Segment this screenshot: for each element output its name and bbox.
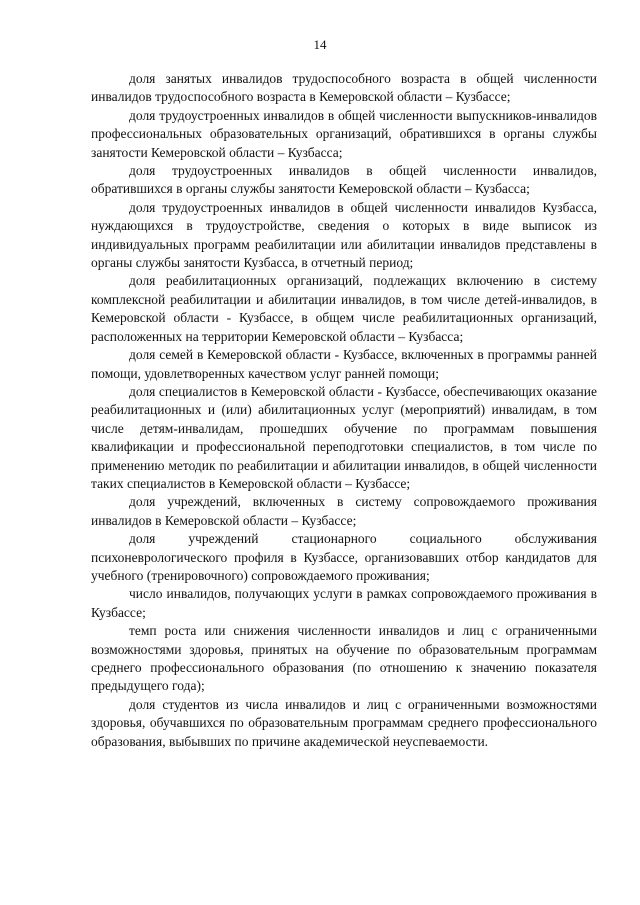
indicator-paragraph: доля студентов из числа инвалидов и лиц с ограниченными возможностями здоровья, обучавшихся по образовательным программам среднего профессионального образования, выбывших по причине академической неуспеваемости. xyxy=(91,696,597,749)
indicator-paragraph: доля учреждений стационарного социального обслуживания психоневрологического профиля в Кузбассе, организовавших отбор кандидатов для учебного (тренировочного) сопровождаемого проживания; xyxy=(91,531,597,583)
indicator-paragraph: доля трудоустроенных инвалидов в общей численности инвалидов, обратившихся в органы службы занятости Кемеровской области – Кузбасса; xyxy=(91,163,597,197)
indicator-paragraph: доля трудоустроенных инвалидов в общей численности выпускников-инвалидов профессиональных образовательных организаций, обратившихся в органы службы занятости Кемеровской области – Кузбасса; xyxy=(91,107,597,160)
indicator-paragraph: доля реабилитационных организаций, подлежащих включению в систему комплексной реабилитации и абилитации инвалидов, в том числе детей-инвалидов, в Кемеровской области - Кузбассе, в общем числе реабилитационных организаций, расположенных на территории Кемеровской области – Кузбасса; xyxy=(91,273,597,344)
indicator-paragraph: число инвалидов, получающих услуги в рамках сопровождаемого проживания в Кузбассе; xyxy=(91,586,597,620)
page-number: 14 xyxy=(313,37,327,52)
indicator-paragraph: доля занятых инвалидов трудоспособного возраста в общей численности инвалидов трудоспособного возраста в Кемеровской области – Кузбассе; xyxy=(91,71,597,105)
indicator-paragraph: доля семей в Кемеровской области - Кузбассе, включенных в программы ранней помощи, удовлетворенных качеством услуг ранней помощи; xyxy=(91,347,597,381)
document-body xyxy=(91,70,597,751)
indicator-paragraph: доля специалистов в Кемеровской области - Кузбассе, обеспечивающих оказание реабилитационных и (или) абилитационных услуг (мероприятий) инвалидам, в том числе детям-инвалидам, прошедших обучение по программам повышения квалификации и профессиональной переподготовки специалистов, в том числе по применению методик по реабилитации и абилитации инвалидов, в общей численности таких специалистов в Кемеровской области – Кузбассе; xyxy=(91,383,597,491)
indicator-paragraph: темп роста или снижения численности инвалидов и лиц с ограниченными возможностями здоровья, принятых на обучение по образовательным программам среднего профессионального образования (по отношению к значению показателя предыдущего года); xyxy=(91,623,597,694)
indicator-paragraph: доля учреждений, включенных в систему сопровождаемого проживания инвалидов в Кемеровской области – Кузбассе; xyxy=(91,494,597,528)
indicator-paragraph: доля трудоустроенных инвалидов в общей численности инвалидов Кузбасса, нуждающихся в трудоустройстве, сведения о которых в виде выписок из индивидуальных программ реабилитации или абилитации инвалидов представлены в органы службы занятости Кузбасса, в отчетный период; xyxy=(91,199,597,271)
